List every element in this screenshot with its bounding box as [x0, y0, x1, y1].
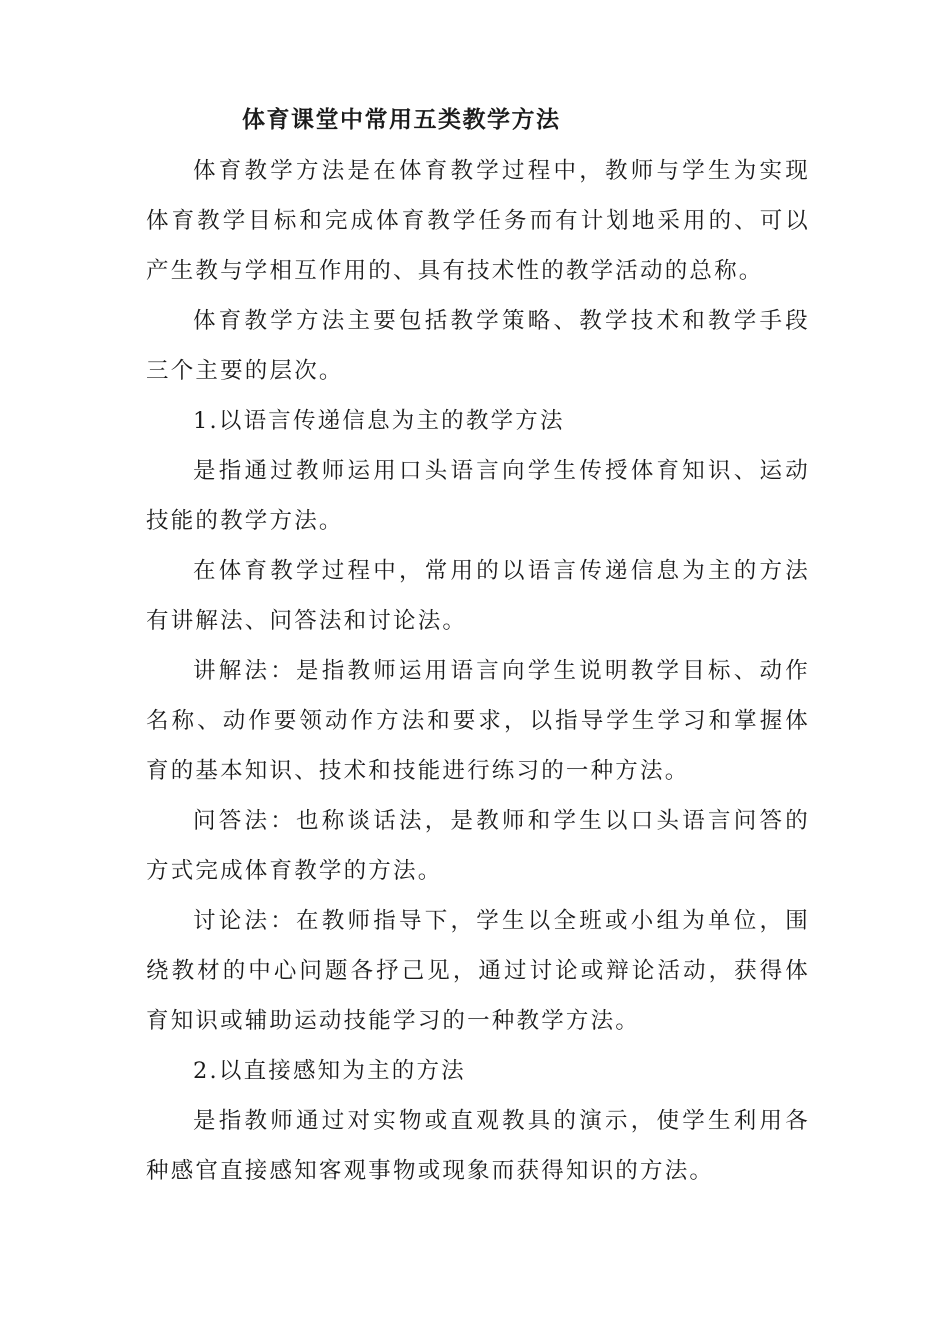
paragraph-section-2-intro: 是指教师通过对实物或直观教具的演示，使学生利用各种感官直接感知客观事物或现象而获得知识的方法。 — [146, 1108, 810, 1184]
section-heading-2: 2.以直接感知为主的方法 — [193, 1058, 466, 1084]
section-heading-1: 1.以语言传递信息为主的教学方法 — [193, 408, 565, 434]
paragraph-discussion-method: 讨论法：在教师指导下，学生以全班或小组为单位，围绕教材的中心问题各抒己见，通过讨论或辩论活动，获得体育知识或辅助运动技能学习的一种教学方法。 — [146, 908, 810, 1034]
paragraph-qa-method: 问答法：也称谈话法，是教师和学生以口头语言问答的方式完成体育教学的方法。 — [146, 808, 810, 884]
paragraph-lecture-method: 讲解法：是指教师运用语言向学生说明教学目标、动作名称、动作要领动作方法和要求，以指导学生学习和掌握体育的基本知识、技术和技能进行练习的一种方法。 — [146, 658, 810, 784]
document-title: 体育课堂中常用五类教学方法 — [242, 106, 561, 133]
paragraph-section-1-intro: 是指通过教师运用口头语言向学生传授体育知识、运动技能的教学方法。 — [146, 458, 810, 534]
paragraph-section-1-methods: 在体育教学过程中，常用的以语言传递信息为主的方法有讲解法、问答法和讨论法。 — [146, 558, 810, 634]
paragraph-levels: 体育教学方法主要包括教学策略、教学技术和教学手段三个主要的层次。 — [146, 308, 810, 384]
paragraph-definition: 体育教学方法是在体育教学过程中，教师与学生为实现体育教学目标和完成体育教学任务而有计划地采用的、可以产生教与学相互作用的、具有技术性的教学活动的总称。 — [146, 158, 810, 284]
document-body — [146, 146, 810, 1196]
